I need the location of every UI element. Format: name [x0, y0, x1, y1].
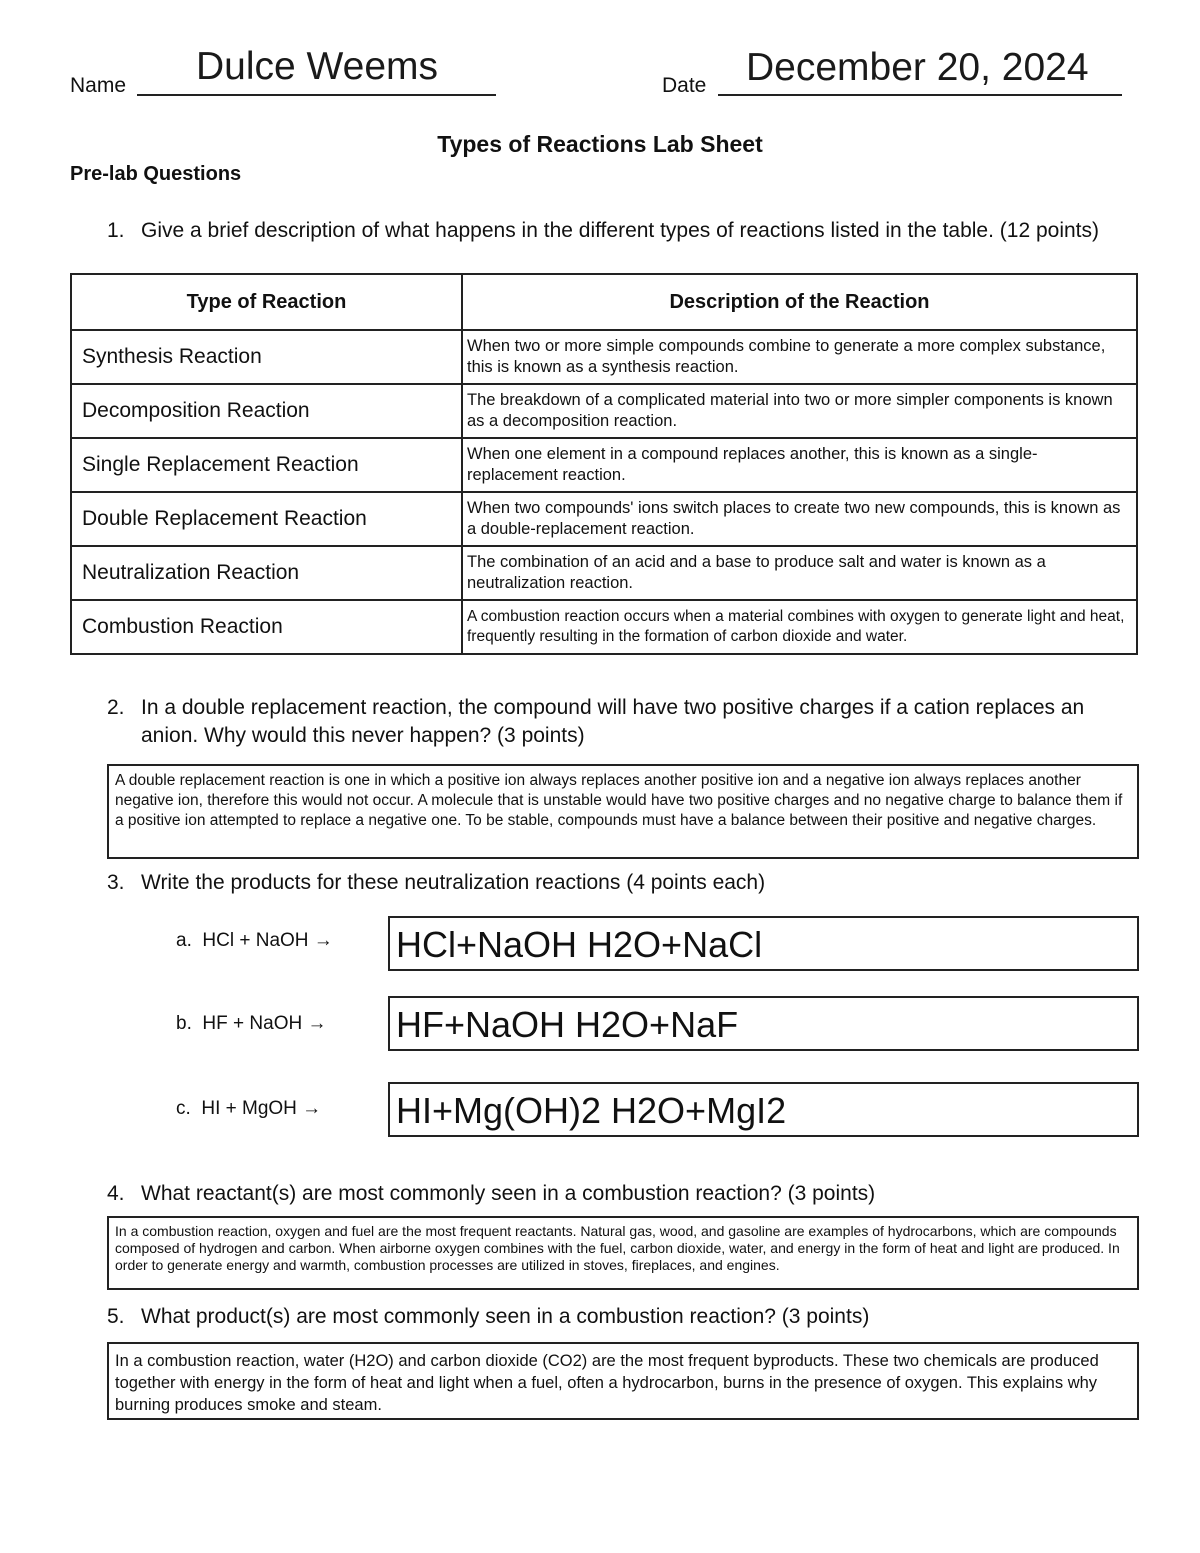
question-number: 5. — [107, 1305, 125, 1328]
answer-box-3c[interactable]: HI+Mg(OH)2 H2O+MgI2 — [388, 1082, 1139, 1137]
section-heading: Pre-lab Questions — [70, 163, 242, 185]
reaction-formula: HCl + NaOH → — [202, 930, 333, 951]
reaction-type-cell: Single Replacement Reaction — [71, 438, 462, 492]
question-2 — [107, 694, 1167, 754]
table-row — [71, 384, 1137, 438]
reaction-description-cell[interactable]: A combustion reaction occurs when a material combines with oxygen to generate light and heat, frequently resulting in the formation of carbon dioxide and water. — [462, 600, 1137, 654]
question-text: What reactant(s) are most commonly seen in a combustion reaction? (3 points) — [141, 1182, 876, 1205]
page-title: Types of Reactions Lab Sheet — [437, 131, 763, 157]
question-text: Give a brief description of what happens in the different types of reactions listed in the table. (12 points) — [141, 219, 1100, 242]
date-label: Date — [662, 74, 707, 97]
name-label: Name — [70, 74, 127, 97]
question-4 — [107, 1180, 1167, 1210]
name-field[interactable]: Dulce Weems — [196, 45, 439, 88]
table-row — [71, 330, 1137, 384]
question-5 — [107, 1303, 1167, 1333]
reaction-description-cell[interactable]: When two compounds' ions switch places to create two new compounds, this is known as a double-replacement reaction. — [462, 492, 1137, 546]
table-row — [71, 546, 1137, 600]
question-text: What product(s) are most commonly seen in a combustion reaction? (3 points) — [141, 1305, 870, 1328]
question-number: 2. — [107, 696, 125, 719]
reaction-table — [70, 273, 1138, 655]
question-3 — [107, 869, 1167, 899]
question-number: 3. — [107, 871, 125, 894]
reaction-type-cell: Decomposition Reaction — [71, 384, 462, 438]
reaction-label-a — [176, 930, 333, 952]
reaction-label-c — [176, 1098, 321, 1120]
item-letter: c. — [176, 1098, 191, 1119]
reaction-type-cell: Combustion Reaction — [71, 600, 462, 654]
reaction-label-b — [176, 1013, 326, 1035]
name-underline — [137, 94, 496, 96]
reaction-formula: HF + NaOH → — [202, 1013, 327, 1034]
item-letter: b. — [176, 1013, 192, 1034]
reaction-description-cell[interactable]: The combination of an acid and a base to produce salt and water is known as a neutralization reaction. — [462, 546, 1137, 600]
reaction-formula: HI + MgOH → — [201, 1098, 322, 1119]
answer-box-q2[interactable]: A double replacement reaction is one in which a positive ion always replaces another positive ion and a negative ion always replaces another negative ion, therefore this would not occur. A molecule that is unstable would have two positive charges and no negative charge to balance them if a positive ion attempted to replace a negative one. To be stable, compounds must have a balance between their positive and negative charges. — [107, 764, 1139, 859]
date-underline — [718, 94, 1122, 96]
column-header: Type of Reaction — [71, 274, 462, 330]
table-row — [71, 438, 1137, 492]
table-row — [71, 492, 1137, 546]
reaction-type-cell: Neutralization Reaction — [71, 546, 462, 600]
reaction-type-cell: Synthesis Reaction — [71, 330, 462, 384]
reaction-description-cell[interactable]: When two or more simple compounds combine to generate a more complex substance, this is known as a synthesis reaction. — [462, 330, 1137, 384]
answer-box-3a[interactable]: HCl+NaOH H2O+NaCl — [388, 916, 1139, 971]
date-field[interactable]: December 20, 2024 — [746, 46, 1089, 89]
answer-box-3b[interactable]: HF+NaOH H2O+NaF — [388, 996, 1139, 1051]
question-text: In a double replacement reaction, the compound will have two positive charges if a cation replaces an anion. Why would this never happen? (3 points) — [141, 696, 1085, 747]
question-text: Write the products for these neutralization reactions (4 points each) — [141, 871, 766, 894]
column-header: Description of the Reaction — [462, 274, 1137, 330]
table-header-row — [71, 274, 1137, 330]
answer-box-q4[interactable]: In a combustion reaction, oxygen and fuel are the most frequent reactants. Natural gas, wood, and gasoline are examples of hydrocarbons, which are compounds composed of hydrogen and carbon. When airborne oxygen combines with the fuel, carbon dioxide, water, and energy in the form of heat and light are produced. In order to generate energy and warmth, combustion processes are utilized in stoves, fireplaces, and engines. — [107, 1216, 1139, 1290]
question-number: 4. — [107, 1182, 125, 1205]
question-1 — [107, 217, 1167, 277]
answer-box-q5[interactable]: In a combustion reaction, water (H2O) and carbon dioxide (CO2) are the most frequent byproducts. These two chemicals are produced together with energy in the form of heat and light when a fuel, often a hydrocarbon, burns in the presence of oxygen. This explains why burning produces smoke and steam. — [107, 1342, 1139, 1420]
reaction-description-cell[interactable]: When one element in a compound replaces another, this is known as a single-replacement reaction. — [462, 438, 1137, 492]
question-number: 1. — [107, 219, 125, 242]
table-row — [71, 600, 1137, 654]
reaction-description-cell[interactable]: The breakdown of a complicated material into two or more simpler components is known as a decomposition reaction. — [462, 384, 1137, 438]
reaction-type-cell: Double Replacement Reaction — [71, 492, 462, 546]
item-letter: a. — [176, 930, 192, 951]
